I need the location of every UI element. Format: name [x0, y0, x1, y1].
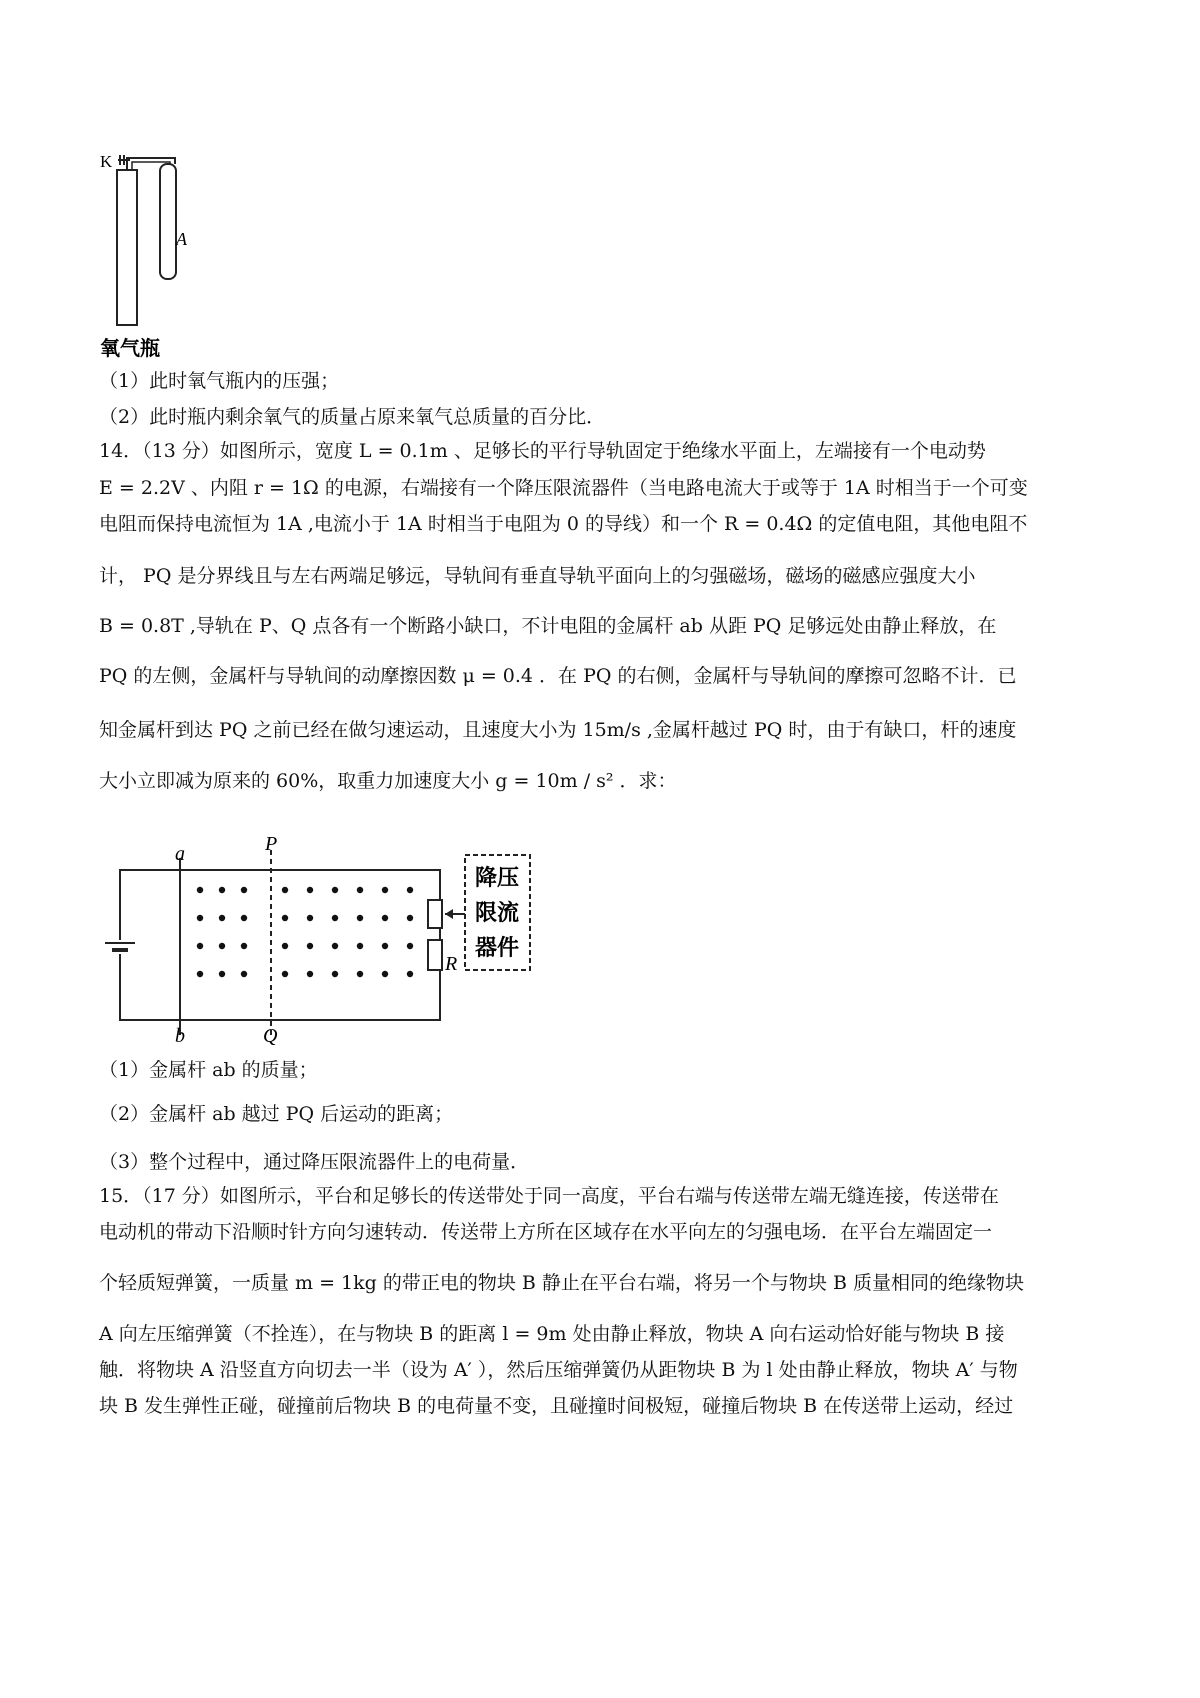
- limiter-box-line2: 限流: [475, 900, 520, 925]
- q15-line3: 个轻质短弹簧，一质量 m = 1kg 的带正电的物块 B 静止在平台右端，将另一个与物块 B 质量相同的绝缘物块: [99, 1272, 1024, 1294]
- field-dot: [282, 887, 288, 893]
- field-dot: [219, 971, 225, 977]
- oxygen-cylinder-figure: [100, 150, 220, 365]
- q14-line6: PQ 的左侧，金属杆与导轨间的动摩擦因数 μ = 0.4 ．在 PQ 的右侧，金属杆与导轨间的摩擦可忽略不计．已: [99, 665, 1017, 687]
- q14-line1: 14．（13 分）如图所示，宽度 L = 0.1m 、足够长的平行导轨固定于绝缘水平面上，左端接有一个电动势: [99, 440, 986, 462]
- rail-circuit-figure: [95, 830, 575, 1045]
- oxygen-cylinder-caption: 氧气瓶: [100, 338, 160, 360]
- field-dot: [241, 971, 247, 977]
- field-dot: [197, 943, 203, 949]
- field-dot: [332, 887, 338, 893]
- field-dot: [197, 887, 203, 893]
- field-dot: [357, 971, 363, 977]
- field-dot: [197, 971, 203, 977]
- magnetic-field-dots: [197, 887, 413, 977]
- q14-line2: E = 2.2V 、内阻 r = 1Ω 的电源，右端接有一个降压限流器件（当电路电流大于或等于 1A 时相当于一个可变: [99, 477, 1028, 499]
- field-dot: [219, 887, 225, 893]
- field-dot: [382, 971, 388, 977]
- field-dot: [407, 887, 413, 893]
- field-dot: [332, 943, 338, 949]
- valve-k-label: K: [100, 152, 113, 171]
- q14-line4: 计， PQ 是分界线且与左右两端足够远，导轨间有垂直导轨平面向上的匀强磁场，磁场的磁感应强度大小: [99, 565, 976, 587]
- field-dot: [282, 915, 288, 921]
- field-dot: [282, 943, 288, 949]
- field-dot: [382, 915, 388, 921]
- field-dot: [382, 887, 388, 893]
- label-q: Q: [263, 1025, 278, 1045]
- field-dot: [282, 971, 288, 977]
- field-dot: [382, 943, 388, 949]
- q14-line3: 电阻而保持电流恒为 1A ,电流小于 1A 时相当于电阻为 0 的导线）和一个 R = 0.4Ω 的定值电阻，其他电阻不: [99, 513, 1028, 535]
- label-a: a: [175, 843, 185, 865]
- q14-sub2: （2）金属杆 ab 越过 PQ 后运动的距离；: [99, 1103, 454, 1125]
- field-dot: [219, 915, 225, 921]
- field-dot: [357, 887, 363, 893]
- q14-line7: 知金属杆到达 PQ 之前已经在做匀速运动，且速度大小为 15m/s ,金属杆越过 PQ 时，由于有缺口，杆的速度: [99, 719, 1017, 741]
- field-dot: [241, 943, 247, 949]
- field-dot: [241, 887, 247, 893]
- field-dot: [332, 915, 338, 921]
- field-dot: [307, 971, 313, 977]
- field-dot: [357, 915, 363, 921]
- q15-line2: 电动机的带动下沿顺时针方向匀速转动．传送带上方所在区域存在水平向左的匀强电场．在平台左端固定一: [99, 1221, 993, 1243]
- q13-sub2: （2）此时瓶内剩余氧气的质量占原来氧气总质量的百分比．: [99, 406, 606, 428]
- q15-line5: 触．将物块 A 沿竖直方向切去一半（设为 A′ ），然后压缩弹簧仍从距物块 B 为 l 处由静止释放，物块 A′ 与物: [99, 1359, 1018, 1381]
- q14-sub1: （1）金属杆 ab 的质量；: [99, 1059, 318, 1081]
- tube-a-label: A: [176, 229, 187, 249]
- field-dot: [307, 887, 313, 893]
- field-dot: [332, 971, 338, 977]
- field-dot: [407, 915, 413, 921]
- field-dot: [307, 915, 313, 921]
- q14-line5: B = 0.8T ,导轨在 P、Q 点各有一个断路小缺口，不计电阻的金属杆 ab 从距 PQ 足够远处由静止释放，在: [99, 615, 997, 637]
- label-r: R: [445, 953, 458, 975]
- field-dot: [407, 943, 413, 949]
- label-p: P: [265, 833, 278, 855]
- label-b: b: [175, 1025, 185, 1045]
- limiter-box-line3: 器件: [475, 935, 520, 960]
- q15-line1: 15．（17 分）如图所示，平台和足够长的传送带处于同一高度，平台右端与传送带左端无缝连接，传送带在: [99, 1185, 999, 1207]
- field-dot: [241, 915, 247, 921]
- field-dot: [357, 943, 363, 949]
- q14-sub3: （3）整个过程中，通过降压限流器件上的电荷量．: [99, 1151, 530, 1173]
- field-dot: [219, 943, 225, 949]
- q14-line8: 大小立即减为原来的 60%，取重力加速度大小 g = 10m / s² ．求：: [99, 770, 677, 792]
- q15-line6: 块 B 发生弹性正碰，碰撞前后物块 B 的电荷量不变，且碰撞时间极短，碰撞后物块 B 在传送带上运动，经过: [99, 1395, 1014, 1417]
- field-dot: [307, 943, 313, 949]
- q15-line4: A 向左压缩弹簧（不拴连），在与物块 B 的距离 l = 9m 处由静止释放，物块 A 向右运动恰好能与物块 B 接: [99, 1323, 1005, 1345]
- limiter-box-line1: 降压: [475, 865, 520, 890]
- field-dot: [197, 915, 203, 921]
- field-dot: [407, 971, 413, 977]
- q13-sub1: （1）此时氧气瓶内的压强；: [99, 370, 340, 392]
